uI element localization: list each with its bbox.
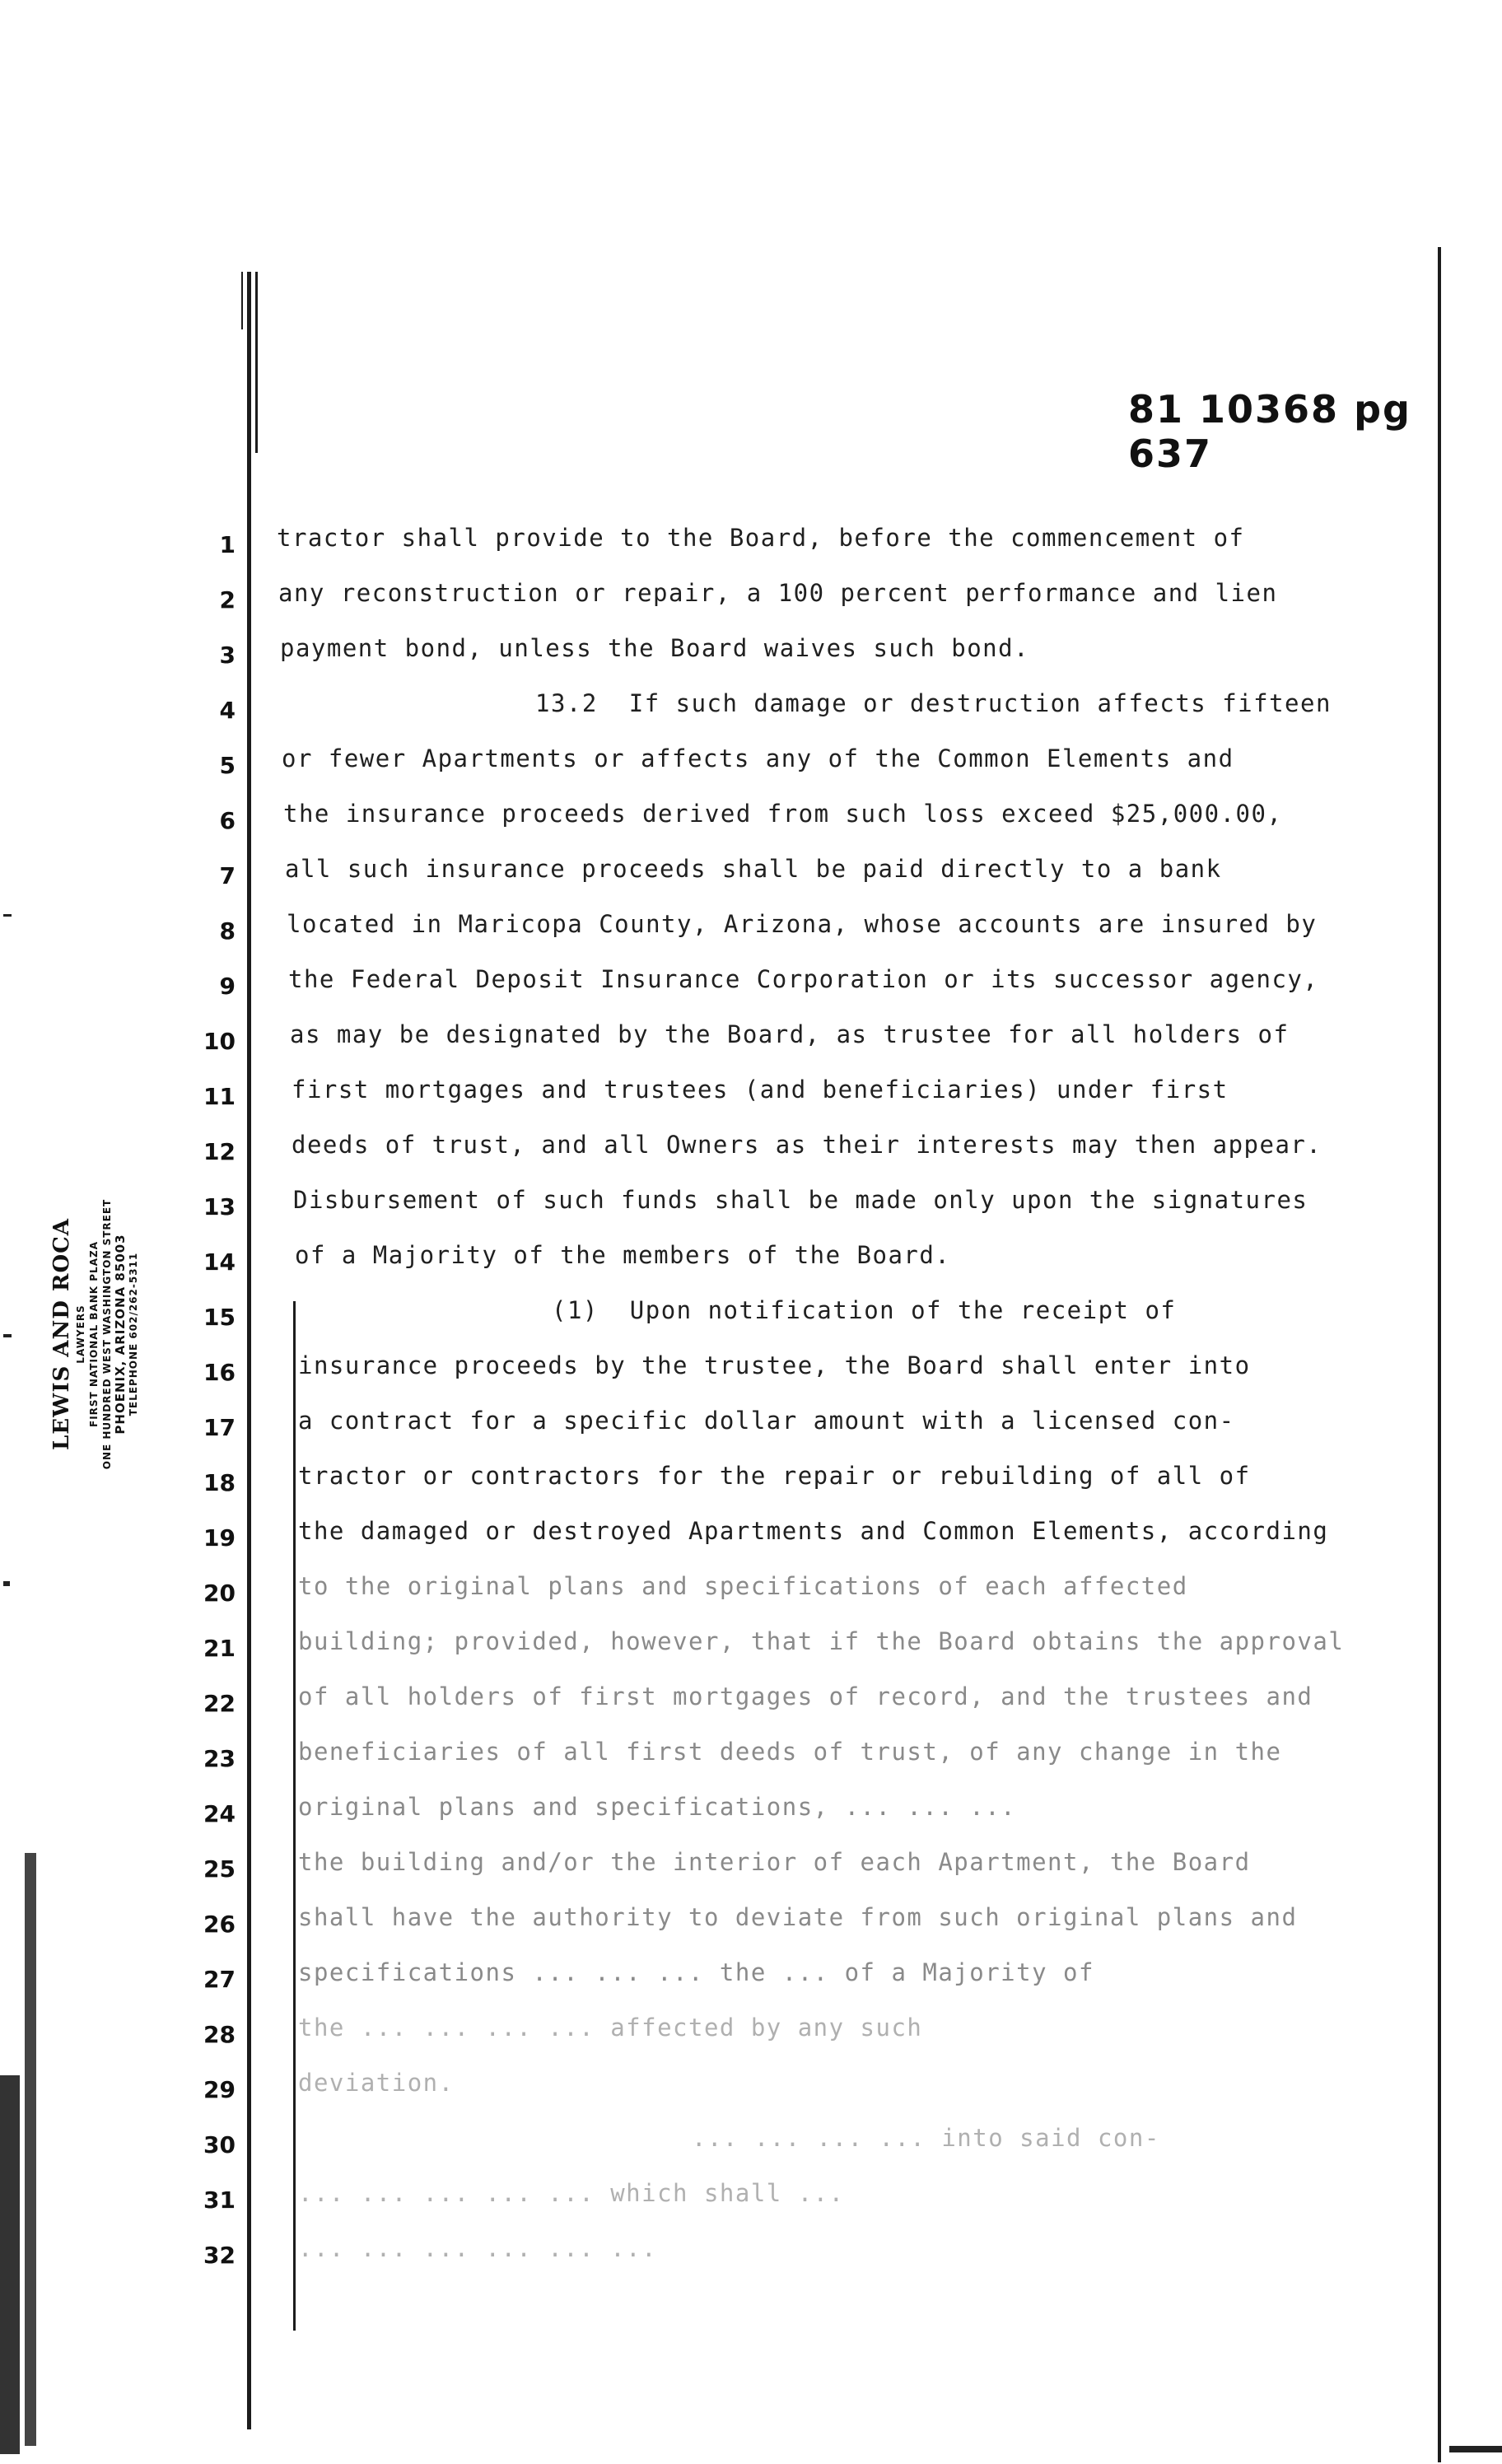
text-line: all such insurance proceeds shall be paid directly to a bank bbox=[285, 855, 1222, 883]
text-line: to the original plans and specifications of each affected bbox=[298, 1572, 1188, 1600]
text-line: payment bond, unless the Board waives such bond. bbox=[280, 634, 1030, 662]
text-line: the ... ... ... ... affected by any such bbox=[298, 2014, 923, 2042]
text-line: or fewer Apartments or affects any of the Common Elements and bbox=[282, 744, 1234, 772]
text-line: 13.2 If such damage or destruction affects fifteen bbox=[535, 689, 1332, 717]
left-margin-rule-tick bbox=[241, 272, 243, 329]
text-line: Disbursement of such funds shall be made only upon the signatures bbox=[293, 1186, 1308, 1214]
text-line: located in Maricopa County, Arizona, whose accounts are insured by bbox=[287, 910, 1318, 938]
text-line: as may be designated by the Board, as trustee for all holders of bbox=[290, 1020, 1290, 1048]
text-line: tractor or contractors for the repair or rebuilding of all of bbox=[298, 1462, 1251, 1490]
line-number: 20 bbox=[203, 1580, 236, 1607]
text-line: a contract for a specific dollar amount with a licensed con- bbox=[298, 1407, 1235, 1435]
text-line: (1) Upon notification of the receipt of bbox=[552, 1296, 1177, 1324]
line-number: 19 bbox=[203, 1524, 236, 1552]
line-number: 32 bbox=[203, 2242, 236, 2269]
text-line: the Federal Deposit Insurance Corporation or its successor agency, bbox=[288, 965, 1319, 993]
line-number: 15 bbox=[203, 1304, 236, 1331]
text-line: original plans and specifications, ... ... ... bbox=[298, 1793, 1017, 1821]
text-line: tractor shall provide to the Board, before the commencement of bbox=[277, 524, 1245, 552]
text-line: shall have the authority to deviate from such original plans and bbox=[298, 1903, 1298, 1931]
text-line: any reconstruction or repair, a 100 percent performance and lien bbox=[278, 579, 1278, 607]
line-number: 26 bbox=[203, 1911, 236, 1938]
line-number: 16 bbox=[203, 1359, 236, 1386]
scan-edge-artifact bbox=[3, 914, 12, 917]
line-number: 13 bbox=[203, 1193, 236, 1220]
firm-phone: TELEPHONE 602/262-5311 bbox=[128, 1252, 139, 1416]
text-line: deviation. bbox=[298, 2069, 455, 2097]
firm-letterhead bbox=[49, 1145, 140, 1524]
line-number: 17 bbox=[203, 1414, 236, 1441]
line-number: 4 bbox=[219, 697, 236, 724]
line-number: 25 bbox=[203, 1855, 236, 1883]
line-number: 30 bbox=[203, 2131, 236, 2158]
line-number: 14 bbox=[203, 1248, 236, 1276]
text-line: specifications ... ... ... the ... of a Majority of bbox=[298, 1958, 1094, 1986]
line-number: 29 bbox=[203, 2076, 236, 2103]
firm-address-line: ONE HUNDRED WEST WASHINGTON STREET bbox=[101, 1198, 113, 1470]
left-margin-rule bbox=[247, 272, 251, 2429]
line-number: 28 bbox=[203, 2021, 236, 2048]
scan-edge-artifact bbox=[1449, 2446, 1502, 2452]
line-number: 21 bbox=[203, 1635, 236, 1662]
text-line: of a Majority of the members of the Board. bbox=[295, 1241, 951, 1269]
line-number: 8 bbox=[219, 917, 236, 945]
text-line: ... ... ... ... ... which shall ... bbox=[298, 2179, 845, 2207]
text-line: of all holders of first mortgages of record, and the trustees and bbox=[298, 1682, 1313, 1710]
line-number: 3 bbox=[219, 642, 236, 669]
line-number: 24 bbox=[203, 1800, 236, 1827]
text-line: ... ... ... ... into said con- bbox=[692, 2124, 1160, 2152]
left-margin-rule-double bbox=[255, 272, 258, 453]
line-number: 7 bbox=[219, 862, 236, 889]
line-number: 1 bbox=[219, 531, 236, 558]
firm-name: LEWIS AND ROCA bbox=[49, 1218, 74, 1450]
line-number: 6 bbox=[219, 807, 236, 834]
line-number: 18 bbox=[203, 1469, 236, 1496]
line-number: 27 bbox=[203, 1966, 236, 1993]
right-margin-rule bbox=[1438, 247, 1441, 2462]
firm-city: PHOENIX, ARIZONA 85003 bbox=[113, 1234, 128, 1435]
line-number: 5 bbox=[219, 752, 236, 779]
line-number: 11 bbox=[203, 1083, 236, 1110]
text-line: the building and/or the interior of each Apartment, the Board bbox=[298, 1848, 1251, 1876]
firm-address-line: FIRST NATIONAL BANK PLAZA bbox=[88, 1241, 100, 1427]
line-number: 12 bbox=[203, 1138, 236, 1165]
scan-edge-artifact bbox=[25, 1853, 36, 2446]
line-number: 22 bbox=[203, 1690, 236, 1717]
text-line: the insurance proceeds derived from such loss exceed $25,000.00, bbox=[283, 800, 1283, 828]
line-number: 2 bbox=[219, 586, 236, 614]
text-line: first mortgages and trustees (and beneficiaries) under first bbox=[292, 1076, 1229, 1104]
scan-edge-artifact bbox=[3, 1581, 10, 1586]
scan-edge-artifact bbox=[3, 1334, 12, 1337]
line-number: 10 bbox=[203, 1028, 236, 1055]
text-line: ... ... ... ... ... ... bbox=[298, 2234, 658, 2262]
scan-edge-artifact bbox=[0, 2075, 20, 2454]
line-number: 31 bbox=[203, 2186, 236, 2214]
text-line: insurance proceeds by the trustee, the Board shall enter into bbox=[298, 1351, 1251, 1379]
firm-role: LAWYERS bbox=[75, 1304, 86, 1364]
inner-margin-rule bbox=[293, 1301, 296, 2331]
text-line: deeds of trust, and all Owners as their interests may then appear. bbox=[292, 1131, 1322, 1159]
text-line: building; provided, however, that if the Board obtains the approval bbox=[298, 1627, 1345, 1655]
line-number: 9 bbox=[219, 973, 236, 1000]
text-line: the damaged or destroyed Apartments and Common Elements, according bbox=[298, 1517, 1329, 1545]
text-line: beneficiaries of all first deeds of trust, of any change in the bbox=[298, 1738, 1282, 1766]
book-page-number: 81 10368 pg 637 bbox=[1128, 387, 1411, 476]
line-number: 23 bbox=[203, 1745, 236, 1772]
